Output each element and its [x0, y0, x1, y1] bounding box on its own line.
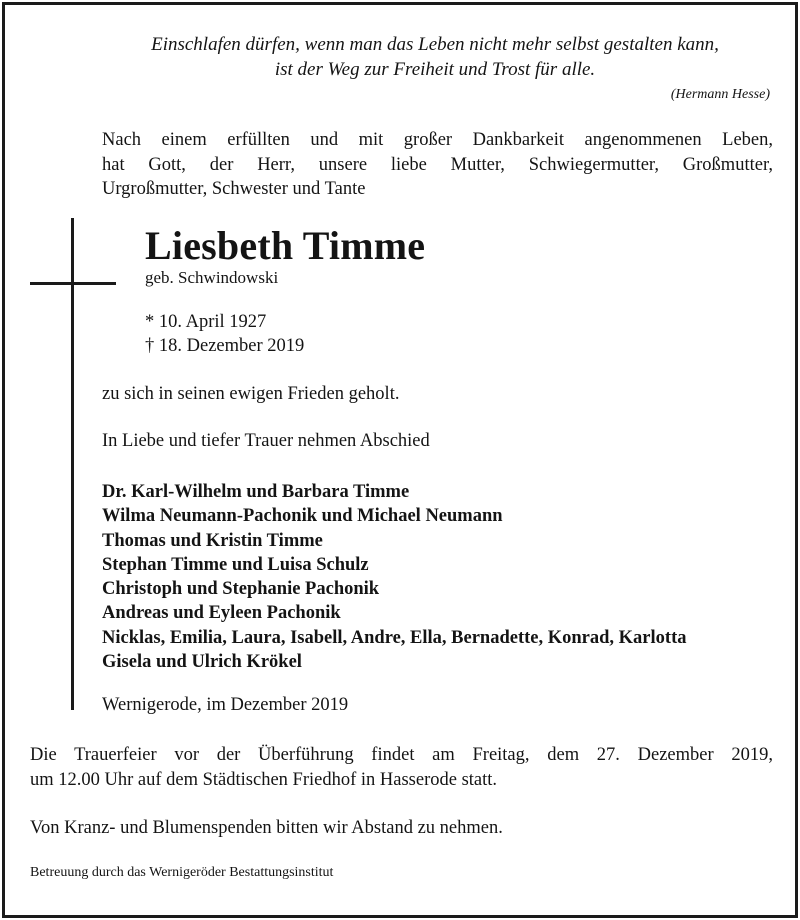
farewell-text: In Liebe und tiefer Trauer nehmen Abschied	[102, 431, 430, 451]
intro-line: Urgroßmutter, Schwester und Tante	[102, 179, 366, 199]
cross-vertical-bar	[71, 218, 74, 710]
mourner-line: Christoph und Stephanie Pachonik	[102, 579, 380, 600]
notice-line: Die Trauerfeier vor der Überführung findet am Freitag, dem 27. Dezember 2019,	[30, 745, 773, 765]
mourners-list	[102, 480, 686, 674]
mourner-line: Thomas und Kristin Timme	[102, 530, 323, 551]
intro-paragraph	[102, 128, 773, 202]
funeral-notice	[30, 743, 773, 792]
cross-horizontal-bar	[30, 282, 116, 285]
maiden-name: geb. Schwindowski	[145, 268, 279, 287]
mourner-line: Stephan Timme und Luisa Schulz	[102, 554, 369, 575]
death-date: † 18. Dezember 2019	[145, 336, 305, 356]
notice-line: um 12.00 Uhr auf dem Städtischen Friedhof in Hasserode statt.	[30, 769, 498, 790]
intro-line: Nach einem erfüllten und mit großer Dankbarkeit angenommenen Leben,	[102, 130, 773, 150]
deceased-name: Liesbeth Timme	[145, 223, 426, 268]
birth-date: * 10. April 1927	[145, 312, 267, 332]
flowers-notice: Von Kranz- und Blumenspenden bitten wir Abstand zu nehmen.	[30, 818, 503, 838]
place-date: Wernigerode, im Dezember 2019	[102, 695, 349, 715]
peace-text: zu sich in seinen ewigen Frieden geholt.	[102, 384, 400, 404]
mourner-line: Wilma Neumann-Pachonik und Michael Neumann	[102, 506, 503, 527]
mourner-line: Dr. Karl-Wilhelm und Barbara Timme	[102, 482, 410, 502]
quote-line-2: ist der Weg zur Freiheit und Trost für alle.	[274, 59, 596, 80]
quote-author: (Hermann Hesse)	[670, 87, 770, 102]
footer-credit: Betreuung durch das Wernigeröder Bestattungsinstitut	[30, 865, 334, 880]
quote-line-1: Einschlafen dürfen, wenn man das Leben nicht mehr selbst gestalten kann,	[151, 34, 719, 55]
mourner-line: Gisela und Ulrich Krökel	[102, 652, 302, 673]
mourner-line: Nicklas, Emilia, Laura, Isabell, Andre, Ella, Bernadette, Konrad, Karlotta	[102, 627, 687, 648]
mourner-line: Andreas und Eyleen Pachonik	[102, 603, 341, 624]
intro-line: hat Gott, der Herr, unsere liebe Mutter, Schwiegermutter, Großmutter,	[102, 154, 773, 175]
